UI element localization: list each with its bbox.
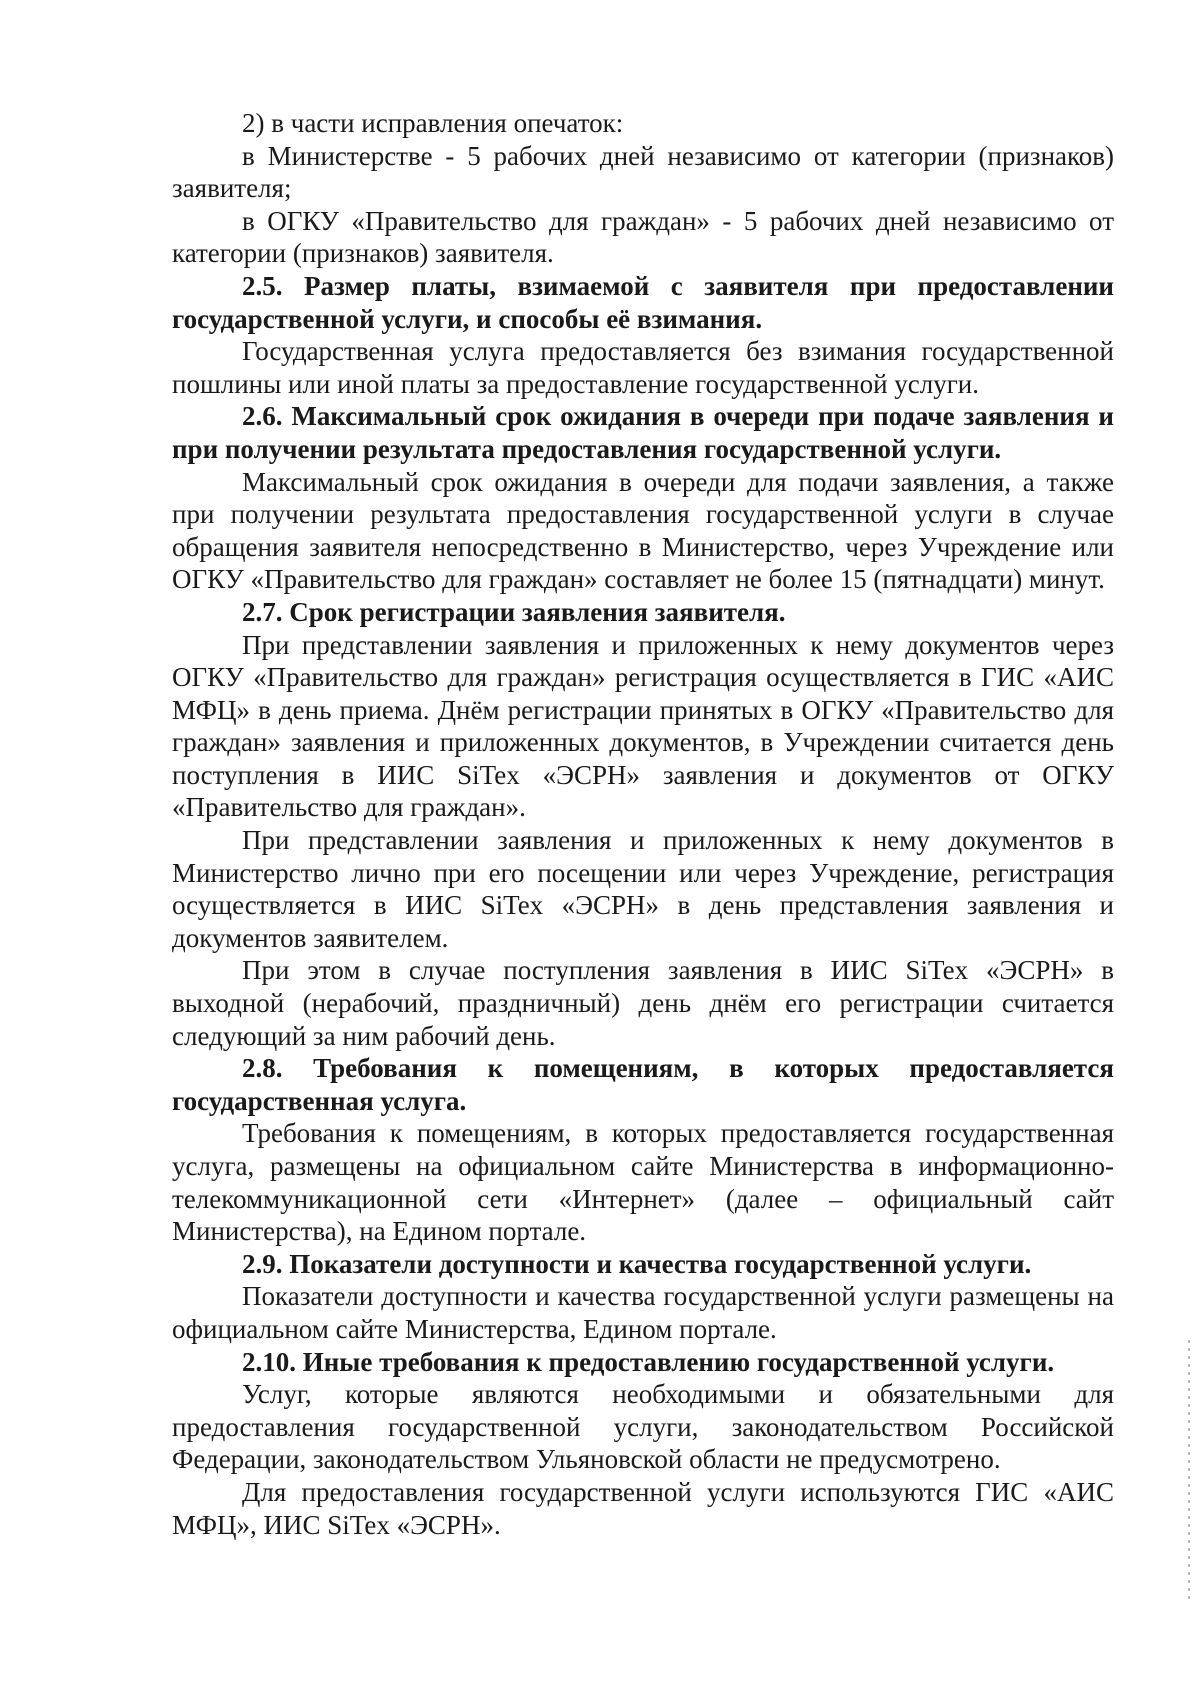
heading-2-9: 2.9. Показатели доступности и качества государственной услуги. [242, 1248, 1032, 1279]
paragraph-registration-ministry: При представлении заявления и приложенных к нему документов в Министерство лично при его посещении или через Учреждение, регистрация осуществляется в ИИС SiTex «ЭСРН» в день представления заявления и документов заявителем. [172, 825, 1114, 953]
scan-edge-artifact [1188, 1340, 1190, 1600]
heading-2-7: 2.7. Срок регистрации заявления заявителя. [242, 596, 786, 627]
heading-2-8: 2.8. Требования к помещениям, в которых предоставляется государственная услуга. [172, 1053, 1114, 1116]
paragraph-queue-time: Максимальный срок ожидания в очереди для подачи заявления, а также при получении результата предоставления государственной услуги в случае обращения заявителя непосредственно в Министерство, через Учреждение или ОГКУ «Правительство для граждан» составляет не более 15 (пятнадцати) минут. [172, 466, 1114, 595]
document-body [172, 107, 1114, 1541]
paragraph-typo-correction: 2) в части исправления опечаток: [242, 108, 624, 138]
paragraph-ogku-term: в ОГКУ «Правительство для граждан» - 5 рабочих дней независимо от категории (признаков) заявителя. [172, 205, 1114, 269]
paragraph-fee: Государственная услуга предоставляется без взимания государственной пошлины или иной платы за предоставление государственной услуги. [172, 336, 1114, 399]
paragraph-accessibility: Показатели доступности и качества государственной услуги размещены на официальном сайте Министерства, Едином портале. [172, 1281, 1114, 1344]
heading-2-10: 2.10. Иные требования к предоставлению государственной услуги. [242, 1346, 1055, 1377]
paragraph-systems-used: Для предоставления государственной услуги используются ГИС «АИС МФЦ», ИИС SiTex «ЭСРН». [172, 1476, 1114, 1540]
heading-2-6: 2.6. Максимальный срок ожидания в очереди при подаче заявления и при получении результата предоставления государственной услуги. [172, 401, 1114, 464]
heading-2-5: 2.5. Размер платы, взимаемой с заявителя при предоставлении государственной услуги, и способы её взимания. [172, 270, 1114, 334]
paragraph-other-requirements: Услуг, которые являются необходимыми и обязательными для предоставления государственной услуги, законодательством Российской Федерации, законодательством Ульяновской области не предусмотрено. [172, 1379, 1114, 1475]
paragraph-ministry-term: в Министерстве - 5 рабочих дней независимо от категории (признаков) заявителя; [172, 140, 1114, 204]
paragraph-registration-ogku: При представлении заявления и приложенных к нему документов через ОГКУ «Правительство для граждан» регистрация осуществляется в ГИС «АИС МФЦ» в день приема. Днём регистрации принятых в ОГКУ «Правительство для граждан» заявления и приложенных документов, в Учреждении считается день поступления в ИИС SiTex «ЭСРН» заявления и документов от ОГКУ «Правительство для граждан». [172, 629, 1114, 823]
paragraph-registration-holiday: При этом в случае поступления заявления в ИИС SiTex «ЭСРН» в выходной (нерабочий, праздничный) день днём его регистрации считается следующий за ним рабочий день. [172, 955, 1114, 1051]
paragraph-premises: Требования к помещениям, в которых предоставляется государственная услуга, размещены на официальном сайте Министерства в информационно-телекоммуникационной сети «Интернет» (далее – официальный сайт Министерства), на Едином портале. [172, 1118, 1114, 1247]
